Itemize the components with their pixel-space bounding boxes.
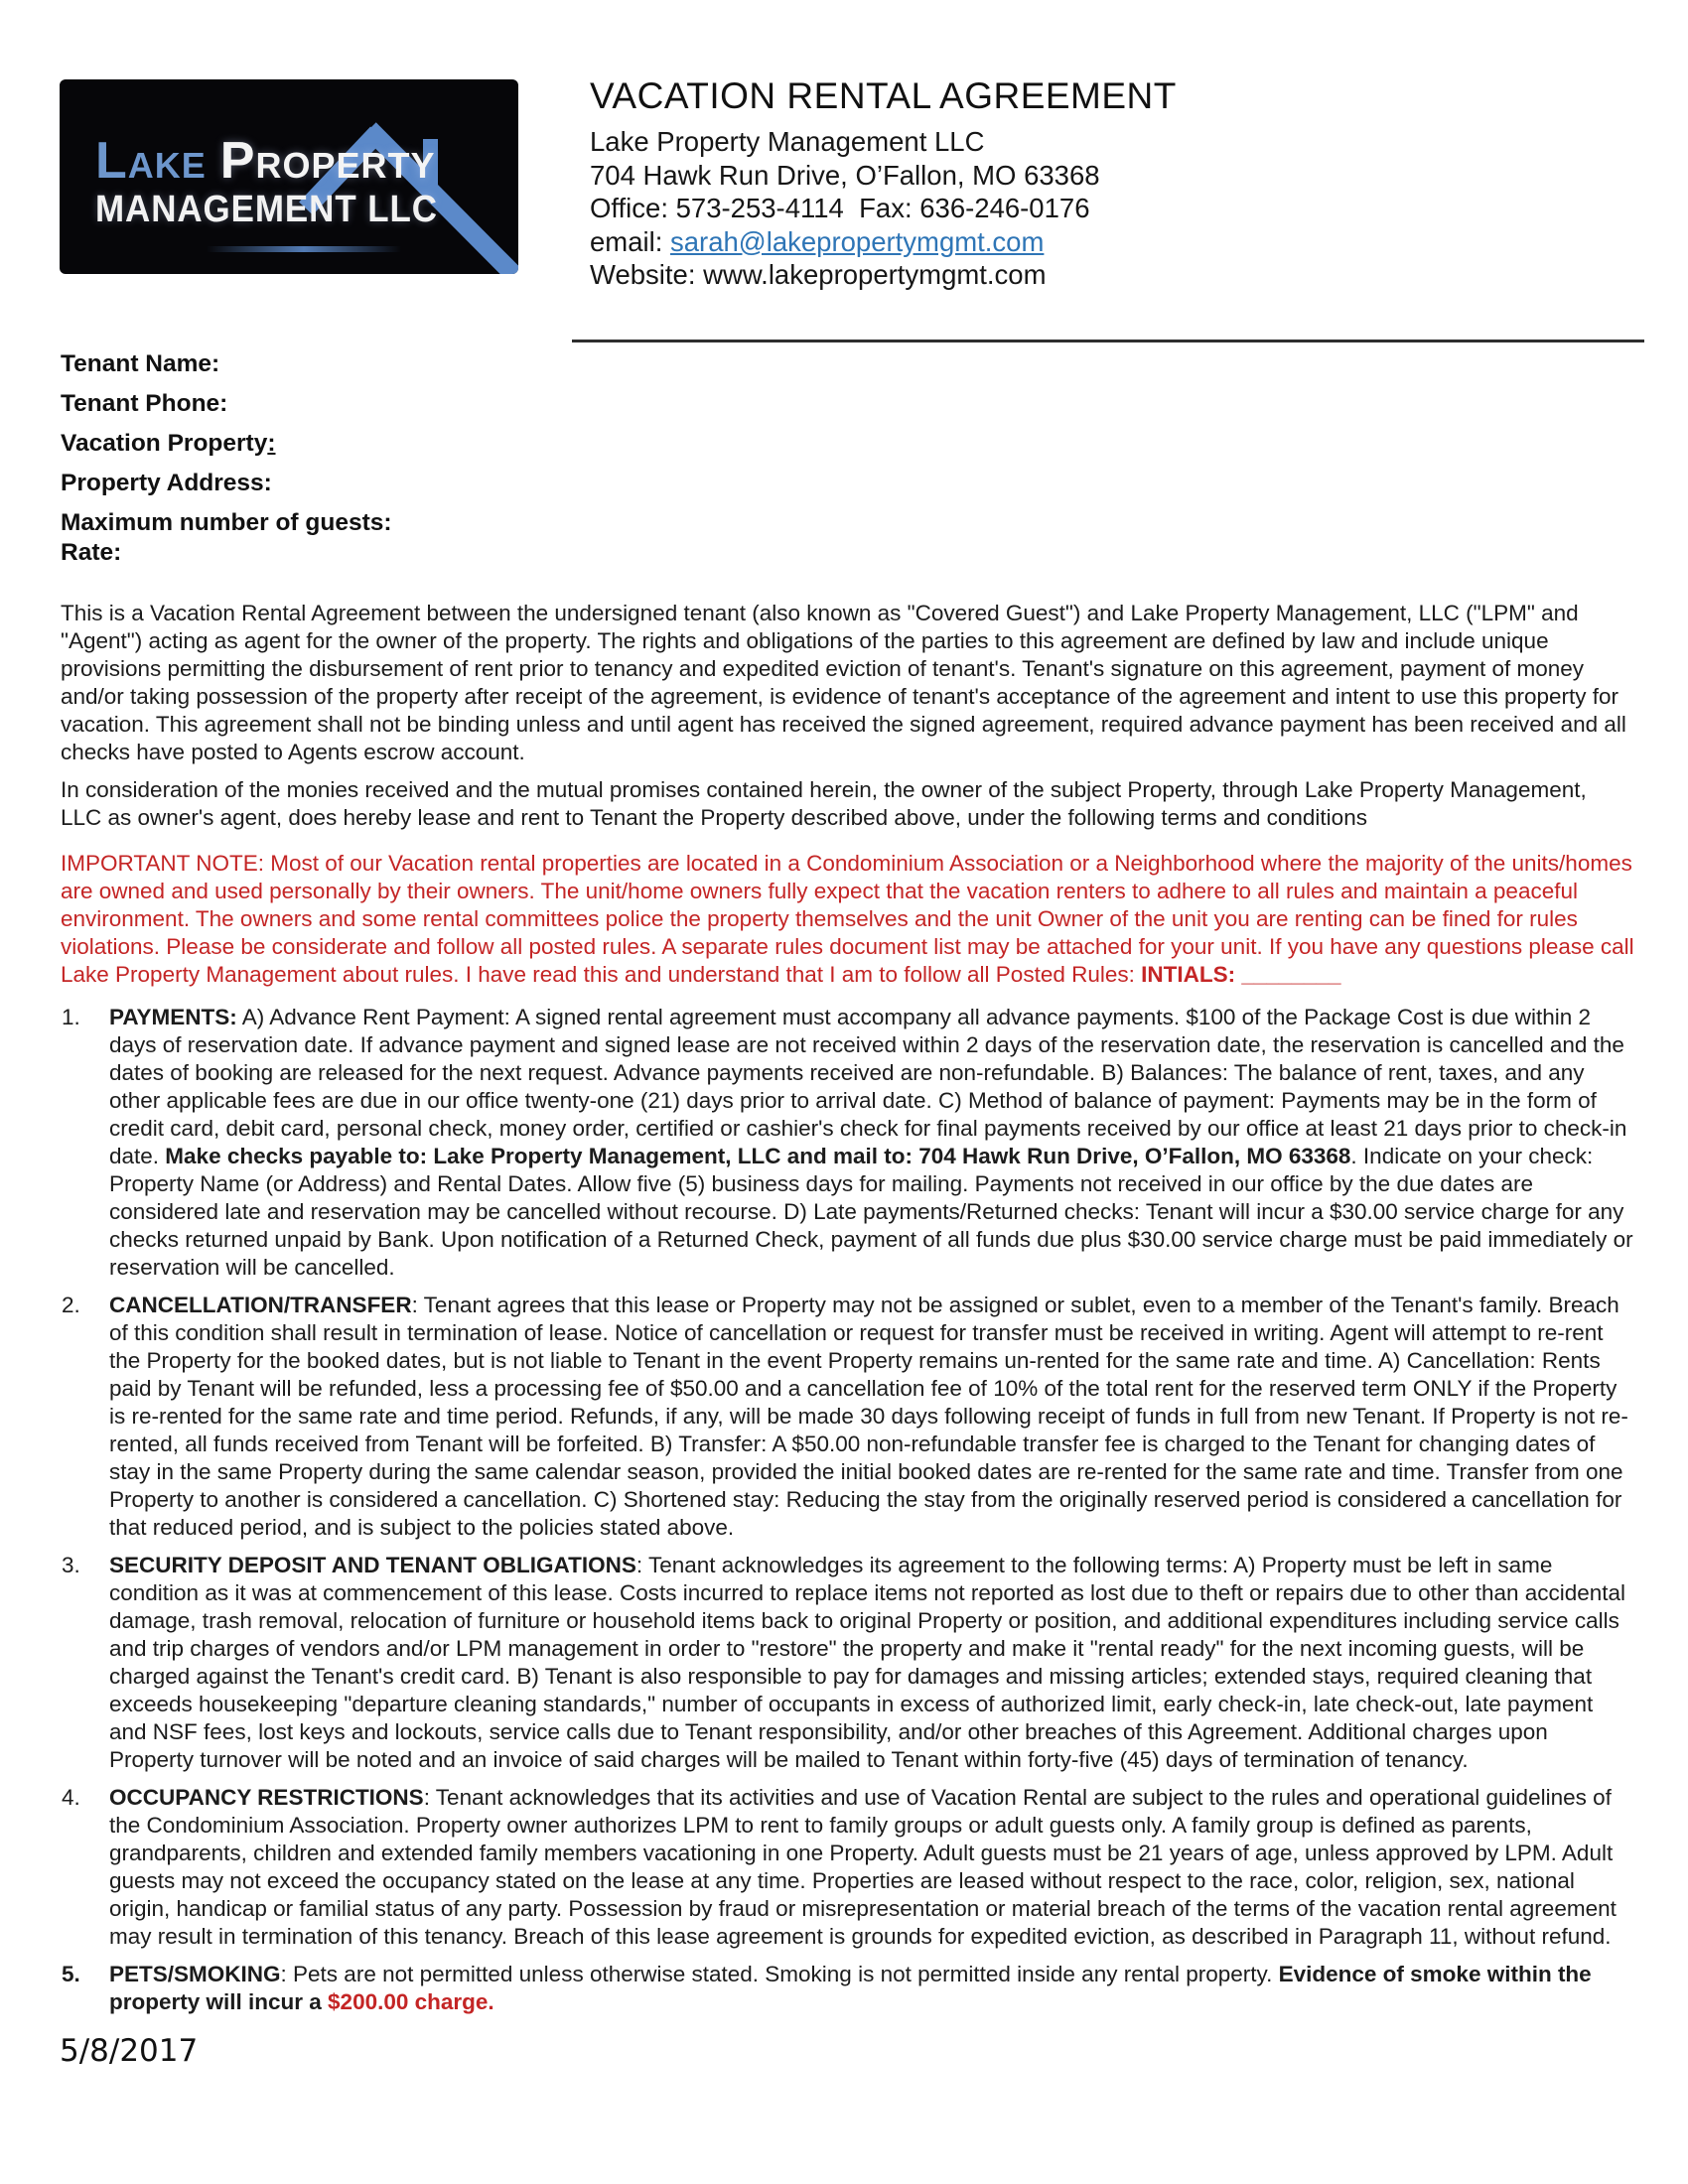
term-number: 3. — [62, 1553, 80, 1577]
term-cancellation-transfer — [62, 1292, 1634, 1542]
company-name: Lake Property Management LLC — [590, 126, 985, 157]
term-security-deposit — [62, 1552, 1634, 1774]
make-checks-payable-bold: Make checks payable to: Lake Property Management, LLC and mail to: 704 Hawk Run Drive, O’Fallon, MO 63368 — [165, 1144, 1351, 1168]
term-text: CANCELLATION/TRANSFER: Tenant agrees that this lease or Property may not be assigned or sublet, even to a member of the Tenant's family. Breach of this condition shall result in termination of lease. Notice of cancellation or request for transfer must be received in writing. Agent will attempt to re-rent the Property for the booked dates, but is not liable to Tenant in the event Property remains un-rented for the same rate and time. A) Cancellation: Rents paid by Tenant will be refunded, less a processing fee of $50.00 and a cancellation fee of 10% of the total rent for the reserved term ONLY if the Property is re-rented for the same rate and time period. Refunds, if any, will be made 30 days following receipt of funds in full from new Tenant. If Property is not re-rented, all funds received from Tenant will be forfeited. B) Transfer: A $50.00 non-refundable transfer fee is charged to the Tenant for changing dates of stay in the same Property during the same calendar season, provided the initial booked dates are re-rented for the same rate and time. Transfer from one Property to another is considered a cancellation. C) Shortened stay: Reducing the stay from the originally reserved period is considered a cancellation for that reduced period, and is subject to the policies stated above. — [109, 1293, 1628, 1540]
document-header — [590, 75, 1177, 292]
header-divider-line — [572, 340, 1644, 342]
logo-swoosh — [207, 246, 401, 252]
term-pets-smoking — [62, 1961, 1634, 2016]
field-rate-label: Rate: — [61, 539, 122, 566]
term-number: 4. — [62, 1785, 80, 1810]
term-text: SECURITY DEPOSIT AND TENANT OBLIGATIONS: Tenant acknowledges its agreement to the following terms: A) Property must be left in same condition as it was at commencement of this lease. Costs incurred to replace items not reported as lost due to theft or repairs due to other than accidental damage, trash removal, relocation of furniture or household items back to original Property or position, and additional expenditures including service calls and trip charges of vendors and/or LPM management in order to "restore" the property and make it "rental ready" for the next incoming guests, will be charged against the Tenant's credit card. B) Tenant is also responsible to pay for damages and missing articles; extended stays, required cleaning that exceeds housekeeping "departure cleaning standards," number of occupants in excess of authorized limit, early check-in, late check-out, late payment and NSF fees, lost keys and lockouts, service calls due to Tenant responsibility, and/or other breaches of this Agreement. Additional charges upon Property turnover will be noted and an invoice of said charges will be mailed to Tenant within forty-five (45) days of termination of tenancy. — [109, 1553, 1626, 1772]
initials-label: INTIALS: — [1141, 962, 1236, 987]
underlined-colon: : — [267, 430, 276, 457]
company-phone-fax: Office: 573-253-4114 Fax: 636-246-0176 — [590, 193, 1090, 223]
company-address: 704 Hawk Run Drive, O’Fallon, MO 63368 — [590, 159, 1100, 191]
initials-blank: ________ — [1235, 962, 1341, 987]
logo-line-2: MANAGEMENT LLC — [95, 189, 438, 230]
term-number: 5. — [62, 1962, 80, 1986]
company-email-line — [590, 225, 1177, 259]
tenant-fields — [61, 349, 392, 578]
email-link[interactable]: sarah@lakepropertymgmt.com — [670, 225, 1045, 257]
company-website-line: Website: www.lakepropertymgmt.com — [590, 259, 1047, 290]
logo-line-1 — [95, 131, 436, 191]
logo-word-property: Property — [219, 132, 436, 190]
smoke-evidence-bold: Evidence of smoke within the property will incur a — [109, 1962, 1592, 2014]
field-tenant-phone-label: Tenant Phone: — [61, 390, 228, 417]
term-text: OCCUPANCY RESTRICTIONS: Tenant acknowledges that its activities and use of Vacation Rental are subject to the rules and operational guidelines of the Condominium Association. Property owner authorizes LPM to rent to family groups or adult guests only. A family group is defined as parents, grandparents, children and extended family members vacationing in one Property. Adult guests must be 21 years of age, unless approved by LPM. Adult guests may not exceed the occupancy stated on the lease at any time. Properties are leased without respect to the race, color, religion, sex, national origin, handicap or familial status of any party. Possession by fraud or misrepresentation or material breach of the terms of the vacation rental agreement may result in termination of this tenancy. Breach of this lease agreement is grounds for expedited eviction, as described in Paragraph 11, without refund. — [109, 1785, 1617, 1949]
term-label: CANCELLATION/TRANSFER — [109, 1293, 412, 1317]
term-text: PAYMENTS: A) Advance Rent Payment: A signed rental agreement must accompany all advance payments. $100 of the Package Cost is due within 2 days of reservation date. If advance payment and signed lease are not received within 2 days of the reservation date, the reservation is cancelled and the dates of booking are released for the next request. Advance payments received are non-refundable. B) Balances: The balance of rent, taxes, and any other applicable fees are due in our office twenty-one (21) days prior to arrival date. C) Method of balance of payment: Payments may be in the form of credit card, debit card, personal check, money order, certified or cashier's check for final payments received by our office at least 21 days prior to check-in date. Make checks payable to: Lake Property Management, LLC and mail to: 704 Hawk Run Drive, O’Fallon, MO 63368. Indicate on your check: Property Name (or Address) and Rental Dates. Allow five (5) business days for mailing. Payments not received in our office by the due dates are considered late and reservation may be cancelled without recourse. D) Late payments/Returned checks: Tenant will incur a $30.00 service charge for any checks returned unpaid by Bank. Upon notification of a Returned Check, payment of all funds due plus $30.00 service charge must be paid immediately or reservation will be cancelled. — [109, 1005, 1633, 1280]
logo-word-lake: Lake — [95, 132, 207, 190]
term-label: PAYMENTS: — [109, 1005, 237, 1029]
important-note — [61, 850, 1641, 989]
term-label: OCCUPANCY RESTRICTIONS — [109, 1785, 424, 1810]
email-label: email: — [590, 225, 670, 257]
term-label: PETS/SMOKING — [109, 1962, 281, 1986]
intro-paragraph-1: This is a Vacation Rental Agreement between the undersigned tenant (also known as "Covered Guest") and Lake Property Management, LLC ("LPM" and "Agent") acting as agent for the owner of the property. The rights and obligations of the parties to this agreement are defined by law and include unique provisions permitting the disbursement of rent prior to tenancy and expedited eviction of tenant's. Tenant's signature on this agreement, payment of money and/or taking possession of the property after receipt of the agreement, is evidence of tenant's acceptance of the agreement and intent to use this property for vacation. This agreement shall not be binding unless and until agent has received the signed agreement, required advance payment has been received and all checks have posted to Agents escrow account. — [61, 601, 1626, 764]
intro-paragraph-2: In consideration of the monies received and the mutual promises contained herein, the owner of the subject Property, through Lake Property Management, LLC as owner's agent, does hereby lease and rent to Tenant the Property described above, under the following terms and conditions — [61, 777, 1587, 830]
document-title: VACATION RENTAL AGREEMENT — [590, 75, 1177, 116]
term-occupancy-restrictions — [62, 1784, 1634, 1951]
term-payments — [62, 1004, 1634, 1282]
company-logo — [60, 79, 518, 274]
term-label: SECURITY DEPOSIT AND TENANT OBLIGATIONS — [109, 1553, 636, 1577]
important-note-text: IMPORTANT NOTE: Most of our Vacation rental properties are located in a Condominium Association or a Neighborhood where the majority of the units/homes are owned and used personally by their owners. The unit/home owners fully expect that the vacation renters to adhere to all rules and maintain a peaceful environment. The owners and some rental committees police the property themselves and the unit Owner of the unit you are renting can be fined for rules violations. Please be considerate and follow all posted rules. A separate rules document list may be attached for your unit. If you have any questions please call Lake Property Management about rules. I have read this and understand that I am to follow all Posted Rules: — [61, 851, 1634, 987]
terms-list — [62, 1004, 1634, 2026]
term-text: PETS/SMOKING: Pets are not permitted unless otherwise stated. Smoking is not permitted inside any rental property. Evidence of smoke within the property will incur a $200.00 charge. — [109, 1962, 1592, 2014]
smoke-charge-red: $200.00 charge. — [328, 1989, 494, 2014]
field-max-guests-label: Maximum number of guests: — [61, 509, 392, 536]
field-vacation-property-label: Vacation Property: — [61, 430, 276, 457]
footer-date: 5/8/2017 — [60, 2033, 199, 2069]
field-tenant-name-label: Tenant Name: — [61, 350, 220, 377]
term-number: 1. — [62, 1005, 80, 1029]
field-property-address-label: Property Address: — [61, 470, 272, 496]
term-number: 2. — [62, 1293, 80, 1317]
